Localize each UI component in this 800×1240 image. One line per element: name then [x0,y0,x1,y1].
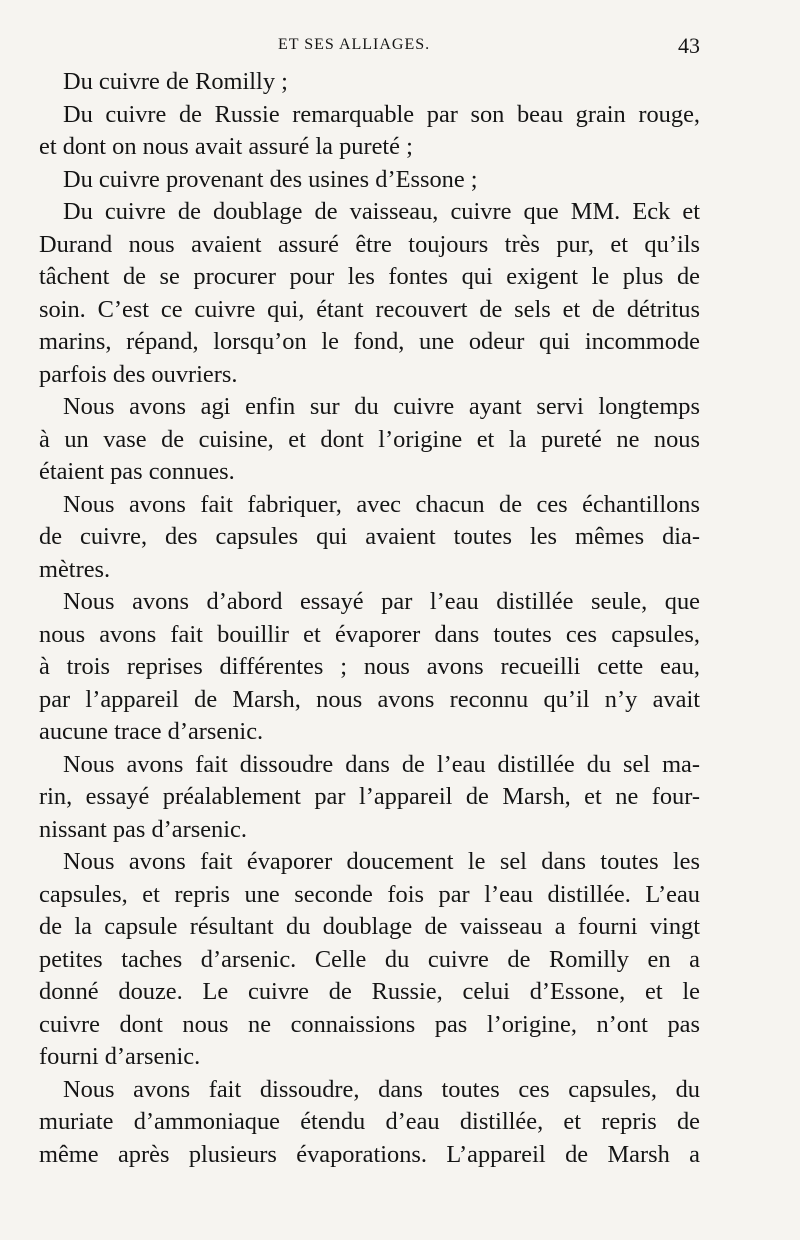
text-line: Du cuivre provenant des usines d’Essone ; [63,165,478,193]
text-line: Nous avons d’abord essayé par l’eau distillée seule, que [63,588,700,615]
text-line: rin, essayé préalablement par l’appareil de Marsh, et ne four- [39,783,700,810]
text-line: Durand nous avaient assuré être toujours très pur, et qu’ils [39,230,700,258]
text-line: à un vase de cuisine, et dont l’origine et la pureté ne nous [39,425,700,453]
text-line: à trois reprises différentes ; nous avons recueilli cette eau, [39,653,700,680]
text-line: aucune trace d’arsenic. [39,718,264,745]
text-line: cuivre dont nous ne connaissions pas l’origine, n’ont pas [39,1010,700,1038]
text-line: et dont on nous avait assuré la pureté ; [39,133,413,160]
running-title: ET SES ALLIAGES. [278,36,431,53]
text-line: soin. C’est ce cuivre qui, étant recouvert de sels et de détritus [39,295,700,323]
text-line: mètres. [39,555,111,583]
text-line: de la capsule résultant du doublage de vaisseau a fourni vingt [39,913,700,940]
text-line: petites taches d’arsenic. Celle du cuivre de Romilly en a [39,945,700,973]
text-line: muriate d’ammoniaque étendu d’eau distillée, et repris de [39,1108,700,1135]
text-line: nous avons fait bouillir et évaporer dans toutes ces capsules, [39,620,700,648]
text-line: Du cuivre de Romilly ; [63,68,288,95]
text-line: Nous avons fait dissoudre dans de l’eau distillée du sel ma- [63,750,700,778]
text-line: Nous avons fait dissoudre, dans toutes ces capsules, du [63,1075,700,1103]
text-line: Nous avons agi enfin sur du cuivre ayant servi longtemps [63,393,700,420]
text-line: Nous avons fait évaporer doucement le sel dans toutes les [63,848,700,875]
text-line: parfois des ouvriers. [39,360,238,388]
text-line: Du cuivre de doublage de vaisseau, cuivre que MM. Eck et [63,198,700,225]
text-line: fourni d’arsenic. [39,1043,201,1070]
text-line: Du cuivre de Russie remarquable par son beau grain rouge, [63,100,700,128]
body-text [39,66,700,1171]
running-header [40,34,700,62]
page-number: 43 [678,33,700,58]
text-line: même après plusieurs évaporations. L’appareil de Marsh a [39,1140,700,1168]
text-line: étaient pas connues. [39,458,235,485]
text-line: nissant pas d’arsenic. [39,815,247,843]
text-line: tâchent de se procurer pour les fontes qui exigent le plus de [39,263,700,290]
text-line: marins, répand, lorsqu’on le fond, une odeur qui incommode [39,328,700,355]
text-line: capsules, et repris une seconde fois par l’eau distillée. L’eau [39,880,700,908]
text-line: par l’appareil de Marsh, nous avons reconnu qu’il n’y avait [39,685,700,713]
text-line: donné douze. Le cuivre de Russie, celui d’Essone, et le [39,978,700,1005]
text-line: de cuivre, des capsules qui avaient toutes les mêmes dia- [39,523,700,550]
text-line: Nous avons fait fabriquer, avec chacun de ces échantillons [63,490,700,518]
